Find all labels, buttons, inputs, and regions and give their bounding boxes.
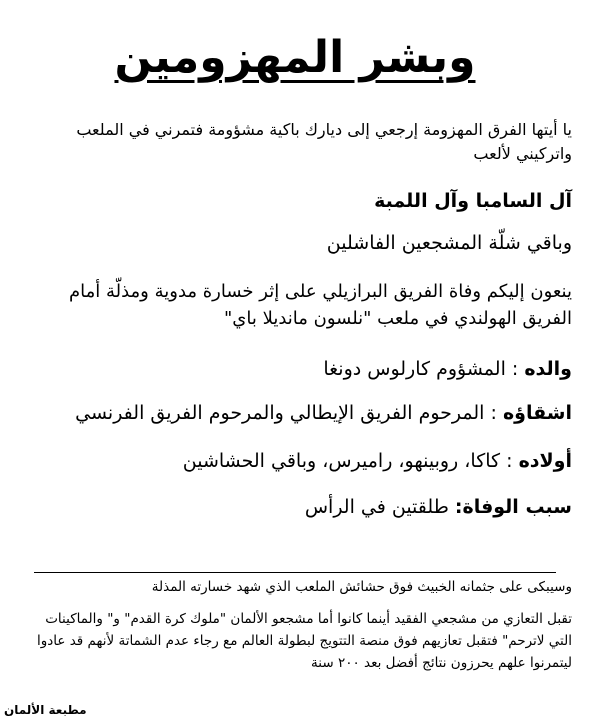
siblings-value: : المرحوم الفريق الإيطالي والمرحوم الفريق الفرنسي	[75, 402, 497, 424]
children-label: أولاده	[518, 450, 572, 472]
father-value: : المشؤوم كارلوس دونغا	[323, 358, 519, 380]
announcement: ينعون إليكم وفاة الفريق البرازيلي على إثر خسارة مدوية ومذلّة أمام الفريق الهولندي في ملعب "نلسون مانديلا باي"	[68, 281, 572, 329]
siblings-label: اشقاؤه	[502, 402, 572, 424]
intro-text: يا أيتها الفرق المهزومة إرجعي إلى ديارك باكية مشؤومة فتمرني في الملعب واتركيني لألعب	[76, 120, 572, 163]
cause-value: طلقتين في الرأس	[304, 496, 449, 518]
samba-line	[18, 188, 572, 214]
samba-text: آل السامبا وآل اللمبة	[374, 190, 572, 212]
burial-text: وسيبكى على جثمانه الخبيث فوق حشائش الملعب الذي شهد خسارته المذلة	[151, 579, 572, 595]
divider	[34, 572, 556, 573]
children-value: : كاكا، روبينهو، راميرس، وباقي الحشاشين	[182, 450, 513, 472]
father-label: والده	[524, 358, 572, 380]
fans-line: وباقي شلّة المشجعين الفاشلين	[326, 232, 572, 254]
condolences-text: تقبل التعازي من مشجعي الفقيد أينما كانوا أما مشجعو الألمان "ملوك كرة القدم" و" والماكينات التي لاترحم" فتقبل تعازيهم فوق منصة التتويج لبطولة العالم مع رجاء عدم الشماتة لأنهم قد عادوا ليتمرنوا علهم يحرزون نتائج أفضل بعد ٢٠٠ سنة	[36, 611, 572, 671]
father-line	[18, 356, 572, 382]
title-text: وبشر المهزومين	[114, 32, 476, 83]
cause-line	[18, 494, 572, 520]
footer-label: مطبعة الألمان	[4, 703, 87, 717]
cause-label: سبب الوفاة:	[454, 496, 572, 518]
children-line	[18, 448, 572, 474]
page-title	[0, 28, 590, 88]
siblings-line	[18, 400, 572, 426]
